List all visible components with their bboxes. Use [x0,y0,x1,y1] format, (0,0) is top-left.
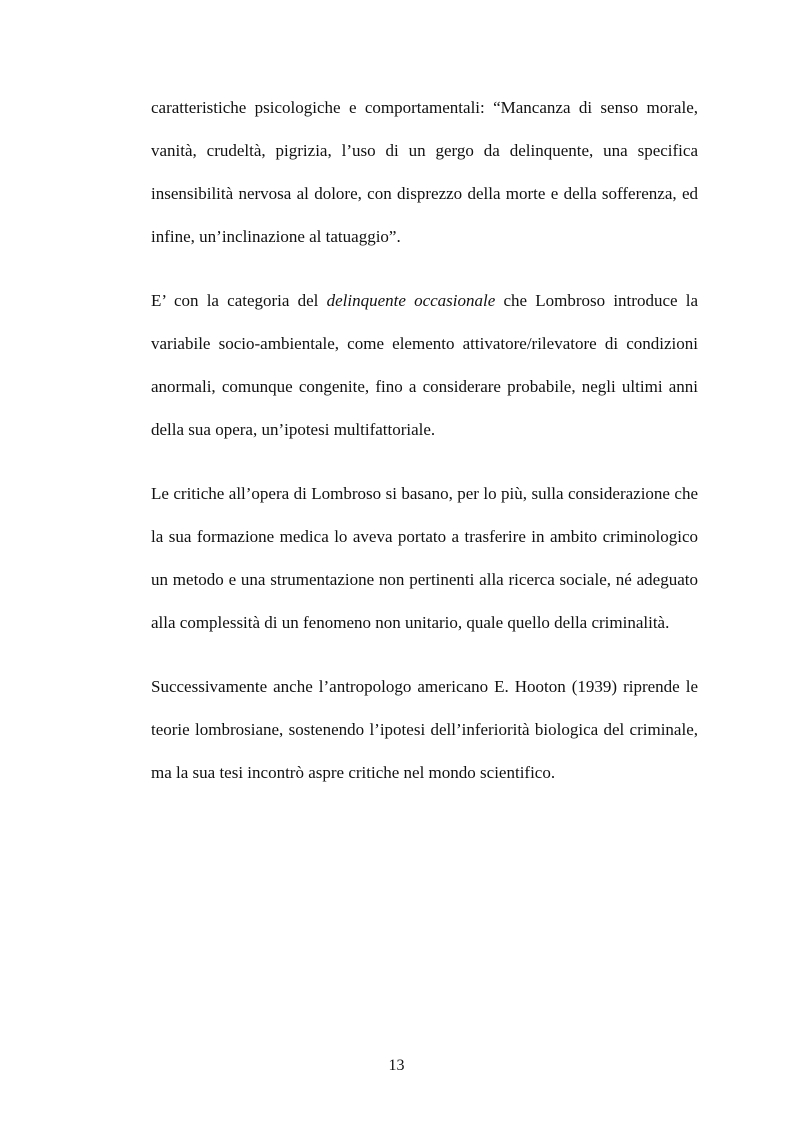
paragraph-2-text-after: che Lombroso introduce la variabile socio-ambientale, come elemento attivatore/rilevatore di condizioni anormali, comunque congenite, fino a considerare probabile, negli ultimi anni della sua opera, un’ipotesi multifattoriale. [151,291,698,439]
paragraph-3 [151,472,698,644]
paragraph-2-emphasis: delinquente occasionale [326,291,496,310]
page-body [151,86,698,815]
paragraph-2 [151,279,698,451]
paragraph-4-text: Successivamente anche l’antropologo americano E. Hooton (1939) riprende le teorie lombrosiane, sostenendo l’ipotesi dell’inferiorità biologica del criminale, ma la sua tesi incontrò aspre critiche nel mondo scientifico. [151,677,698,782]
paragraph-3-text: Le critiche all’opera di Lombroso si basano, per lo più, sulla considerazione che la sua formazione medica lo aveva portato a trasferire in ambito criminologico un metodo e una strumentazione non pertinenti alla ricerca sociale, né adeguato alla complessità di un fenomeno non unitario, quale quello della criminalità. [151,484,698,632]
paragraph-2-text-before: E’ con la categoria del [151,291,327,310]
paragraph-4 [151,665,698,794]
paragraph-1 [151,86,698,258]
paragraph-1-text: caratteristiche psicologiche e comportamentali: “Mancanza di senso morale, vanità, crudeltà, pigrizia, l’uso di un gergo da delinquente, una specifica insensibilità nervosa al dolore, con disprezzo della morte e della sofferenza, ed infine, un’inclinazione al tatuaggio”. [151,98,698,246]
page-number: 13 [388,1057,405,1074]
